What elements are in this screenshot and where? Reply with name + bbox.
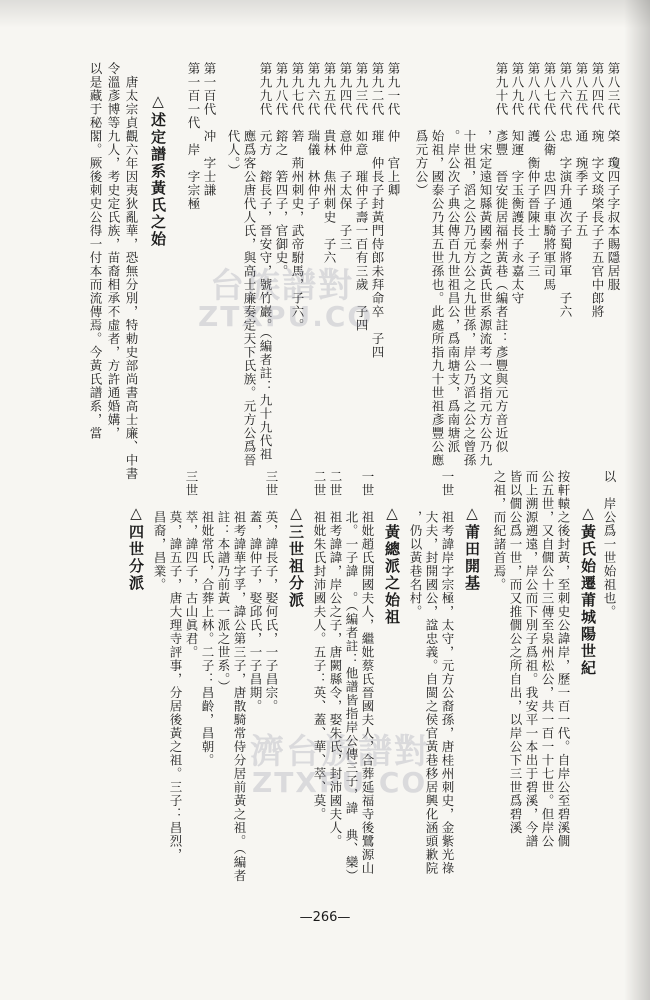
paragraph-line: 按軒轅之後封黃，至刺史公諱岸，歷一百一代。自岸公至碧溪僩 [556,470,571,848]
watermark-text: 濟台族譜對 [250,732,430,772]
paragraph-line: 而上溯源遡遠，岸公而下別子爲祖。我安平一本出于碧溪，今譜 [524,470,539,848]
gen-line-93: 第九三代 如意 璀仲子壽一百有三歲 子四 [354,62,369,332]
section-heading: △四世分派 [127,470,145,592]
paragraph-line: 一世 祖考諱岸字宗極，太守，元方公裔孫，唐桂州刺史，金紫光祿 [440,470,455,875]
scan-edge-shadow [624,0,650,1000]
gen-line-91: 第九一代 仲 官上卿 [386,62,401,197]
gen-note-line: 十世祖，滔之公乃元方公之九世孫，岸公乃滔之公之曾孫 [462,62,477,467]
scan-top-shadow [0,0,650,28]
paragraph-line: 三世 英，諱長子，娶何氏，一子昌宗。 [264,470,279,713]
gen-line-98: 第九八代 鎔之 箬四子，官御史。 [274,62,289,278]
section-heading: △黃總派之始祖 [383,470,401,626]
paragraph-line: 蓋，諱仲子，娶邱氏，一子昌期。 [248,470,263,713]
paragraph-line: 公五世，又自僩公十三傳至泉州松公，共一百一十七世。但岸公 [540,470,555,848]
gen-line-99: 第九九代 元方 鎔長子，晉安守，號竹巖。（編者註：九十九代祖 [258,62,273,461]
gen-line-83: 第八三代 棨 瓊四子字叔本賜隱居服 [606,62,621,292]
gen-line-96: 第九六代 瑞儀 林仲子 [306,62,321,211]
paragraph-line: 以 岸公爲一世始祖也。 [602,470,617,619]
gen-note-line: 爲元方公） [414,62,429,197]
paragraph-line: 註：本譜乃前黃一派之世系。） [216,470,231,694]
paragraph-line: ，仍以黃巷名村。 [408,470,423,619]
paragraph-line: 唐太宗貞觀六年因夷狄亂華，恐無分別，特勅史部尚書高士廉、中書 [124,62,139,481]
gen-note-line: 始祖，國泰公乃其五世孫也。此處所指九十世祖彥豐公應 [430,62,445,467]
gen-line-92: 第九二代 璀 仲長子封黃門侍郎未拜命卒 子四 [370,62,385,359]
paragraph-line: 之祖，而紀諸首焉。 [492,470,507,592]
paragraph-line: 二世 祖妣朱氏封沛國夫人。五子：英、蓋、華、萃、莫。 [312,470,327,821]
section-heading: △述定譜系黃氏之始 [149,92,167,248]
paragraph-line: 北。一子諱 。（編者註：他譜皆指岸公傳三子，諱 典、欒） [344,470,359,883]
watermark-text: 台族譜對 [210,266,354,306]
paragraph-line: 二世 祖考諱諱，岸公之子，唐闕縣令，娶朱氏，封沛國夫人。 [328,470,343,848]
paragraph-line: 祖妣常氏，合葬上林。二子：昌齡，昌朝。 [200,470,215,767]
paragraph-line: 大夫，封開國公，諡忠義。自閩之侯官黃巷移居興化涵頭歉院 [424,470,439,875]
gen-note-line: ，宋定遠知縣黃國泰之黃氏世系源流考一文指元方公乃九 [478,62,493,467]
gen-line-84: 第八四代 琬 字文琰棨長子子五官中郎將 [590,62,605,319]
gen-line-94: 第九四代 意仲 子太保 子三 [338,62,353,251]
gen-line-100: 第一百代 冲 字士謙 [202,62,217,197]
paragraph-line: 皆以僩公爲一世，而又推僩公之所自出，以岸公下三世爲碧溪 [508,470,523,835]
gen-note-line: 應爲客公唐代人氏，與高士廉奏定天下氏族。元方公爲晉 [242,62,257,467]
gen-note-line: 代人。） [226,62,241,178]
watermark-text: ZTXPU.CO [252,766,428,799]
watermark-text: ZTXPU.CO [198,300,374,333]
gen-line-90: 第九十代 彥豐 晉安徙居福州黃巷（編者註：彥豐與元方音近似 [494,62,509,454]
paragraph-line: 祖考諱華字孚，諱公第三子，唐散騎常侍分居前黃之祖。（編者 [232,470,247,883]
section-heading: △莆田開基 [463,470,481,592]
gen-line-97: 第九七代 箬 荊州刺史，武帝駙馬，子六。 [290,62,305,332]
paragraph-line: 以是藏于秘閣。厥後刺史公得一付本而流傳焉。今黃氏譜系，當 [88,62,103,440]
paragraph-line: 三世 萃，諱四子，古山眞君。 [184,470,199,659]
section-heading: △黃氏始遷莆城陽世紀 [579,470,597,677]
paragraph-line: 令溫彥博等九人，考史定氏族，苗裔相承不虛者，方許通婚媾， [106,62,121,440]
paragraph-line: 昌裔，昌業。 [152,470,167,592]
section-heading: △三世祖分派 [287,470,305,609]
gen-line-88: 第八八代 護 衡仲子晉陳士 子三 [526,62,541,278]
gen-line-89: 第八九代 知運 字玉衡護長子永嘉太守 [510,62,525,305]
gen-line-101: 第一百一代 岸 字宗極 [186,62,201,211]
gen-line-95: 第九五代 貴林 焦州刺史 子六 [322,62,337,265]
paragraph-line: 一世 祖妣趙氏開國夫人，繼妣蔡氏晉國夫人，合葬延福寺後鷺源山 [360,470,375,875]
page-number: —266— [299,910,351,925]
gen-line-85: 第八五代 通 琬季子 子五 [574,62,589,238]
gen-note-line: 。岸公次子典公傳百九世祖昌公，爲南塘支，爲南塘派 [446,62,461,454]
gen-line-87: 第八七代 公衛 忠四子車騎將軍司馬 [542,62,557,292]
paragraph-line: 莫，諱五子，唐大理寺評事，分居後黃之祖。三子：昌烈， [168,470,183,862]
gen-line-86: 第八六代 忠 字演升通次子蜀將軍 子六 [558,62,573,319]
